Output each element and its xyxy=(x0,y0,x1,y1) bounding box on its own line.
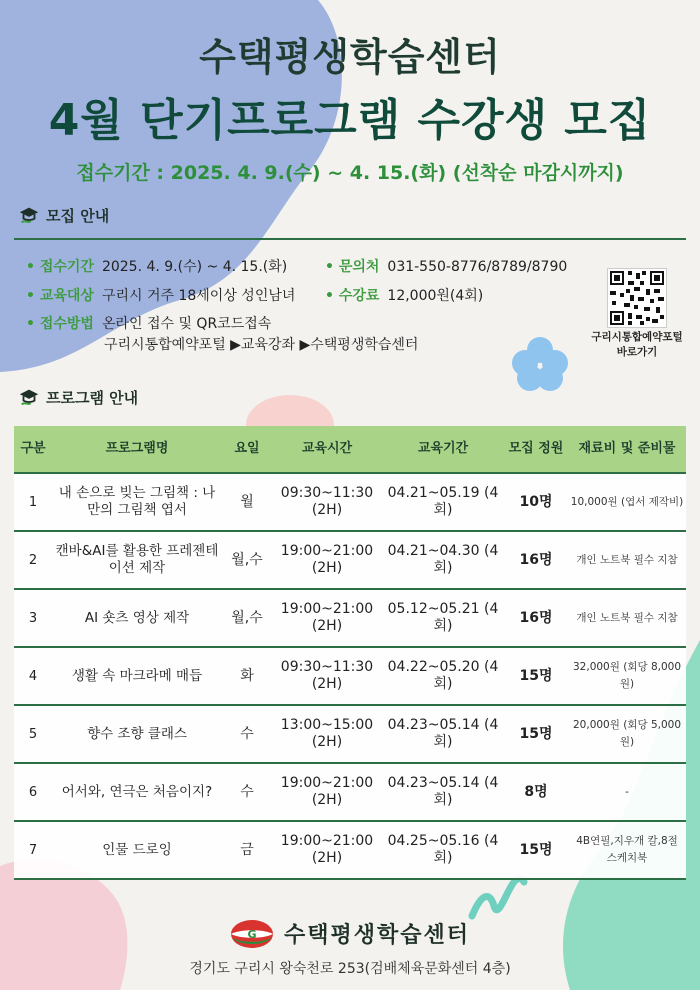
cell-program-name: 인물 드로잉 xyxy=(52,821,222,879)
cell-time: 19:00~21:00 (2H) xyxy=(272,763,382,821)
info-contact: • 문의처 031-550-8776/8789/8790 xyxy=(325,259,568,275)
graduation-cap-icon xyxy=(18,204,40,226)
info-method: • 접수방법 온라인 접수 및 QR코드접속 xyxy=(26,316,272,332)
program-section-heading xyxy=(18,386,138,408)
table-row xyxy=(14,647,686,705)
cell-capacity: 15명 xyxy=(504,647,568,705)
cell-no: 4 xyxy=(14,647,52,705)
cell-no: 6 xyxy=(14,763,52,821)
cell-time: 19:00~21:00 (2H) xyxy=(272,589,382,647)
cell-capacity: 15명 xyxy=(504,705,568,763)
col-header-materials: 재료비 및 준비물 xyxy=(568,426,686,473)
cell-materials: 10,000원 (엽서 제작비) xyxy=(568,473,686,531)
col-header-day: 요일 xyxy=(222,426,272,473)
cell-day: 월 xyxy=(222,473,272,531)
cell-day: 월,수 xyxy=(222,589,272,647)
table-header-row xyxy=(14,426,686,473)
table-row xyxy=(14,531,686,589)
recruit-section-heading xyxy=(18,204,109,226)
cell-period: 04.23~05.14 (4회) xyxy=(382,763,504,821)
cell-no: 5 xyxy=(14,705,52,763)
cell-day: 수 xyxy=(222,763,272,821)
info-application-period: • 접수기간 2025. 4. 9.(수) ~ 4. 15.(화) xyxy=(26,259,288,275)
cell-materials: 개인 노트북 필수 지참 xyxy=(568,589,686,647)
table-row xyxy=(14,763,686,821)
table-row xyxy=(14,473,686,531)
col-header-time: 교육시간 xyxy=(272,426,382,473)
cell-materials: 개인 노트북 필수 지참 xyxy=(568,531,686,589)
cell-no: 3 xyxy=(14,589,52,647)
cell-time: 09:30~11:30 (2H) xyxy=(272,647,382,705)
cell-capacity: 16명 xyxy=(504,531,568,589)
qr-code-icon[interactable] xyxy=(607,268,667,328)
cell-period: 04.21~05.19 (4회) xyxy=(382,473,504,531)
info-fee: • 수강료 12,000원(4회) xyxy=(325,288,484,304)
svg-text:G: G xyxy=(247,927,257,941)
cell-capacity: 16명 xyxy=(504,589,568,647)
cell-program-name: AI 숏츠 영상 제작 xyxy=(52,589,222,647)
cell-program-name: 생활 속 마크라메 매듭 xyxy=(52,647,222,705)
table-row xyxy=(14,589,686,647)
cell-materials: 4B연필,지우개 칼,8절 스케치북 xyxy=(568,821,686,879)
cell-time: 13:00~15:00 (2H) xyxy=(272,705,382,763)
cell-time: 09:30~11:30 (2H) xyxy=(272,473,382,531)
info-method-path: 구리시통합예약포털 ▶교육강좌 ▶수택평생학습센터 xyxy=(104,337,419,353)
cell-program-name: 향수 조향 클래스 xyxy=(52,705,222,763)
table-row xyxy=(14,821,686,879)
col-header-no: 구분 xyxy=(14,426,52,473)
cell-capacity: 10명 xyxy=(504,473,568,531)
col-header-name: 프로그램명 xyxy=(52,426,222,473)
qr-caption: 구리시통합예약포털 바로가기 xyxy=(591,331,683,358)
program-table xyxy=(14,426,686,880)
cell-period: 04.23~05.14 (4회) xyxy=(382,705,504,763)
cell-period: 04.22~05.20 (4회) xyxy=(382,647,504,705)
footer-org-name: 수택평생학습센터 xyxy=(283,923,471,948)
graduation-cap-icon xyxy=(18,386,40,408)
cell-day: 수 xyxy=(222,705,272,763)
cell-no: 1 xyxy=(14,473,52,531)
cell-materials: - xyxy=(568,763,686,821)
recruit-heading-text: 모집 안내 xyxy=(46,206,110,225)
cell-day: 월,수 xyxy=(222,531,272,589)
cell-no: 7 xyxy=(14,821,52,879)
org-title: 수택평생학습센터 xyxy=(199,35,501,79)
org-logo-icon xyxy=(230,919,274,949)
cell-program-name: 어서와, 연극은 처음이지? xyxy=(52,763,222,821)
footer-address: 경기도 구리시 왕숙천로 253(검배체육문화센터 4층) xyxy=(189,961,511,977)
recruit-divider xyxy=(14,238,686,240)
cell-materials: 32,000원 (회당 8,000원) xyxy=(568,647,686,705)
info-target: • 교육대상 구리시 거주 18세이상 성인남녀 xyxy=(26,288,296,304)
col-header-period: 교육기간 xyxy=(382,426,504,473)
cell-period: 05.12~05.21 (4회) xyxy=(382,589,504,647)
col-header-capacity: 모집 정원 xyxy=(504,426,568,473)
footer-brand xyxy=(0,918,700,949)
application-period-banner: 접수기간 : 2025. 4. 9.(수) ~ 4. 15.(화) (선착순 마감시까지) xyxy=(76,162,624,184)
cell-time: 19:00~21:00 (2H) xyxy=(272,821,382,879)
cell-program-name: 내 손으로 빚는 그림책 : 나만의 그림책 엽서 xyxy=(52,473,222,531)
cell-program-name: 캔바&AI를 활용한 프레젠테이션 제작 xyxy=(52,531,222,589)
table-row xyxy=(14,705,686,763)
cell-time: 19:00~21:00 (2H) xyxy=(272,531,382,589)
page-title: 4월 단기프로그램 수강생 모집 xyxy=(48,95,652,146)
cell-day: 화 xyxy=(222,647,272,705)
cell-day: 금 xyxy=(222,821,272,879)
cell-capacity: 15명 xyxy=(504,821,568,879)
cell-capacity: 8명 xyxy=(504,763,568,821)
cell-no: 2 xyxy=(14,531,52,589)
program-heading-text: 프로그램 안내 xyxy=(46,388,139,407)
cell-period: 04.21~04.30 (4회) xyxy=(382,531,504,589)
cell-period: 04.25~05.16 (4회) xyxy=(382,821,504,879)
cell-materials: 20,000원 (회당 5,000원) xyxy=(568,705,686,763)
